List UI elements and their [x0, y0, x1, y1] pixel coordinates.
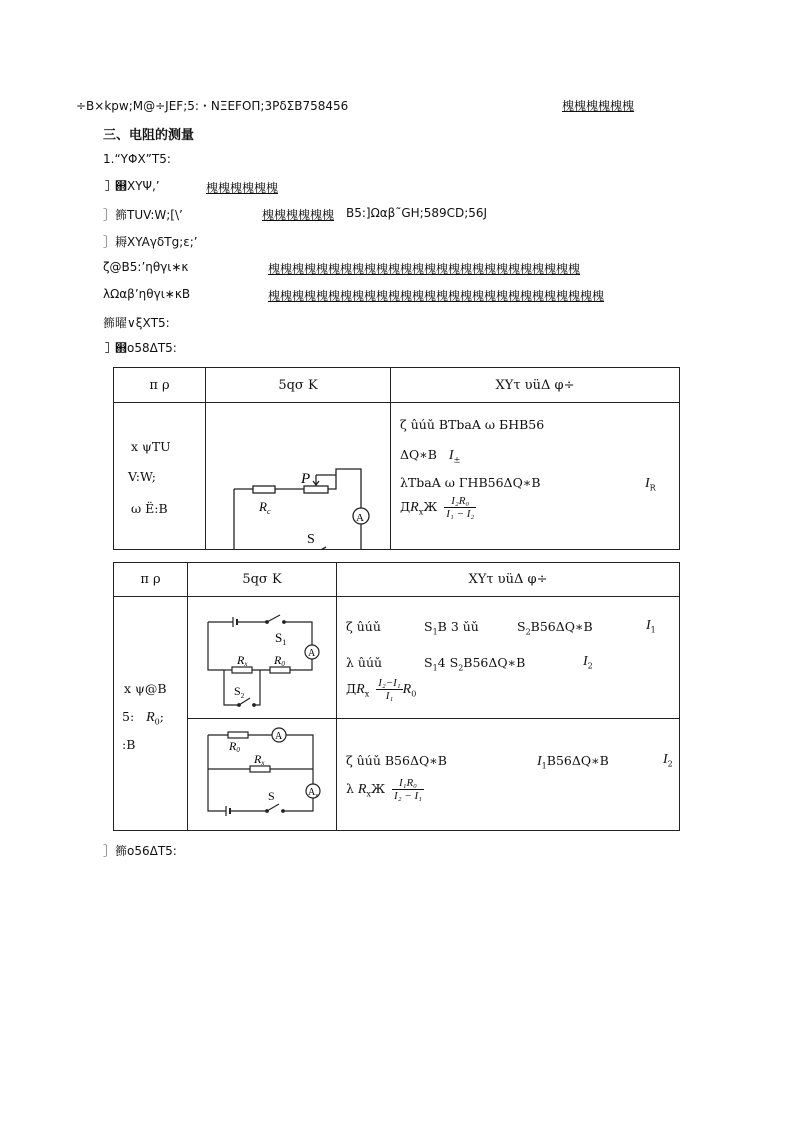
- ammeter-ax-label: $A_x$: [308, 787, 319, 799]
- resistor-r0-label: R0: [229, 739, 240, 754]
- table2-row1-formula: $ДR_x$ $\frac{\text{I₂−I₁}}{\text{I₁}}$ $R_0$: [346, 677, 417, 702]
- table1-step-3: λTbaΑ ω ΓHB56ΔQ∗B: [400, 475, 541, 490]
- table2-method-line-1: x ψ@B: [124, 681, 167, 696]
- table2-row1-step-1-symbol: $I_1$: [646, 618, 656, 635]
- rheostat-ammeter-circuit-diagram: [206, 403, 390, 550]
- table1-method-cell: [114, 403, 206, 550]
- text-line-9: ］籂ο56ΔΤ5:: [103, 844, 177, 858]
- blank-line-3: 槐槐槐槐槐槐: [262, 208, 335, 222]
- table2-method-line-2: 5: $R_0$;: [122, 709, 164, 727]
- text-line-1: 1.“ΥΦΧ”Τ5:: [103, 152, 171, 166]
- table2-row2-steps-cell: [337, 719, 680, 831]
- table2-header-circuit: 5qσ K: [188, 563, 337, 597]
- table1-step-3-symbol: $I_R$: [645, 476, 656, 493]
- table2-row1-step-1-end: $S_2B56\Delta Q∗B$: [517, 619, 593, 637]
- table1-steps-cell: [391, 403, 680, 550]
- page-header-right: 槐槐槐槐槐槐: [562, 99, 635, 113]
- table2-row1-step-2-mid: $S_14$ $S_2B56\Delta Q∗B$: [424, 655, 526, 673]
- table1-circuit-cell: [206, 403, 391, 550]
- table2-circuit1-cell: [188, 597, 337, 719]
- table1-header-method: π ρ: [114, 368, 206, 403]
- rheostat-p-label: P: [301, 471, 311, 487]
- double-ammeter-circuit-diagram: [188, 719, 336, 831]
- table2-header-steps: XYτ υüΔ φ÷: [337, 563, 680, 597]
- table1-step-4-formula: $ДR_xЖ$ $\frac{\text{I₂R₀}}{\text{I₁ − I₂}}$: [400, 495, 475, 520]
- text-line-7: 籂曜∨ξΧΤ5:: [103, 316, 170, 330]
- resistor-rc-label: $R_c$: [259, 499, 271, 516]
- measurement-table-2: [113, 562, 680, 831]
- table2-row2-step-1-mid: $I_1B56\Delta Q∗B$: [537, 753, 609, 771]
- switch-s2-label: $S_2$: [234, 684, 245, 700]
- blank-line-6: 槐槐槐槐槐槐槐槐槐槐槐槐槐槐槐槐槐槐槐槐槐槐槐槐槐槐槐槐: [268, 289, 605, 303]
- blank-line-2: 槐槐槐槐槐槐: [206, 181, 279, 195]
- table2-header-method: π ρ: [114, 563, 188, 597]
- section-title: 三、电阻的测量: [103, 128, 195, 143]
- text-line-3-tail: B5:]Ωαβ˜GH;589CD;56J: [346, 206, 488, 220]
- measurement-table-1: [113, 367, 680, 550]
- table2-row2-step-1: ζ ûúǔ B56ΔQ∗B: [346, 753, 447, 768]
- ammeter-a-label: A: [356, 512, 364, 524]
- resistor-r0-label: R0: [274, 653, 285, 668]
- table1-header-steps: XYτ υüΔ φ÷: [391, 368, 680, 403]
- table2-row1-step-1-mid: $S_1B$ 3 ǔǔ: [424, 619, 479, 637]
- text-line-5: ζ@B5:’ηθγι∗κ: [103, 260, 189, 274]
- table1-header-circuit: 5qσ K: [206, 368, 391, 403]
- table2-method-cell: [114, 597, 188, 831]
- text-line-4: ］耨XYAγδΤg;ε;’: [103, 235, 198, 249]
- table2-row1-step-1: ζ ûúǔ: [346, 619, 381, 634]
- table1-method-line-1: x ψTU: [131, 439, 171, 454]
- text-line-3: ］籂TUV:W;[\’: [103, 208, 183, 222]
- ammeter-a-label: A: [275, 731, 283, 742]
- text-line-8: ］஋ο58ΔΤ5:: [103, 341, 177, 355]
- table1-step-2: ΔQ∗B $I_\pm$: [400, 447, 461, 465]
- table2-circuit2-cell: [188, 719, 337, 831]
- switch-s-label: S: [268, 789, 275, 803]
- table2-row1-step-2: λ ûúǔ: [346, 655, 383, 670]
- blank-line-5: 槐槐槐槐槐槐槐槐槐槐槐槐槐槐槐槐槐槐槐槐槐槐槐槐槐槐: [268, 262, 581, 276]
- page-header-left: ÷B×kpw;M@÷JEF;5:・NΞEFOΠ;3PδΣB758456: [76, 99, 349, 113]
- switch-s1-label: $S_1$: [275, 630, 287, 647]
- text-line-2: ］஋XYΨ,’: [103, 179, 160, 193]
- parallel-switch-circuit-diagram: [188, 597, 336, 719]
- table2-row2-formula: λ $R_xЖ$ $\frac{\text{I₁R₀}}{\text{I₂ − I₁}}$: [346, 777, 422, 802]
- table1-method-line-3: ω Ë:B: [131, 501, 168, 516]
- table1-step-1: ζ ûúǔ BTbaΑ ω БHB56: [400, 417, 545, 432]
- table2-row2-step-1-symbol: $I_2$: [663, 752, 673, 769]
- resistor-rx-label: Rx: [254, 752, 265, 767]
- switch-s-label: S: [307, 532, 315, 547]
- table2-row1-steps-cell: [337, 597, 680, 719]
- table2-method-line-3: :B: [122, 737, 136, 752]
- table2-row1-step-2-symbol: $I_2$: [583, 654, 593, 671]
- resistor-rx-label: Rx: [237, 653, 248, 668]
- text-line-6: λΩαβ’ηθγι∗κB: [103, 287, 191, 301]
- table1-method-line-2: V:W;: [128, 469, 156, 484]
- ammeter-a-label: A: [308, 648, 316, 659]
